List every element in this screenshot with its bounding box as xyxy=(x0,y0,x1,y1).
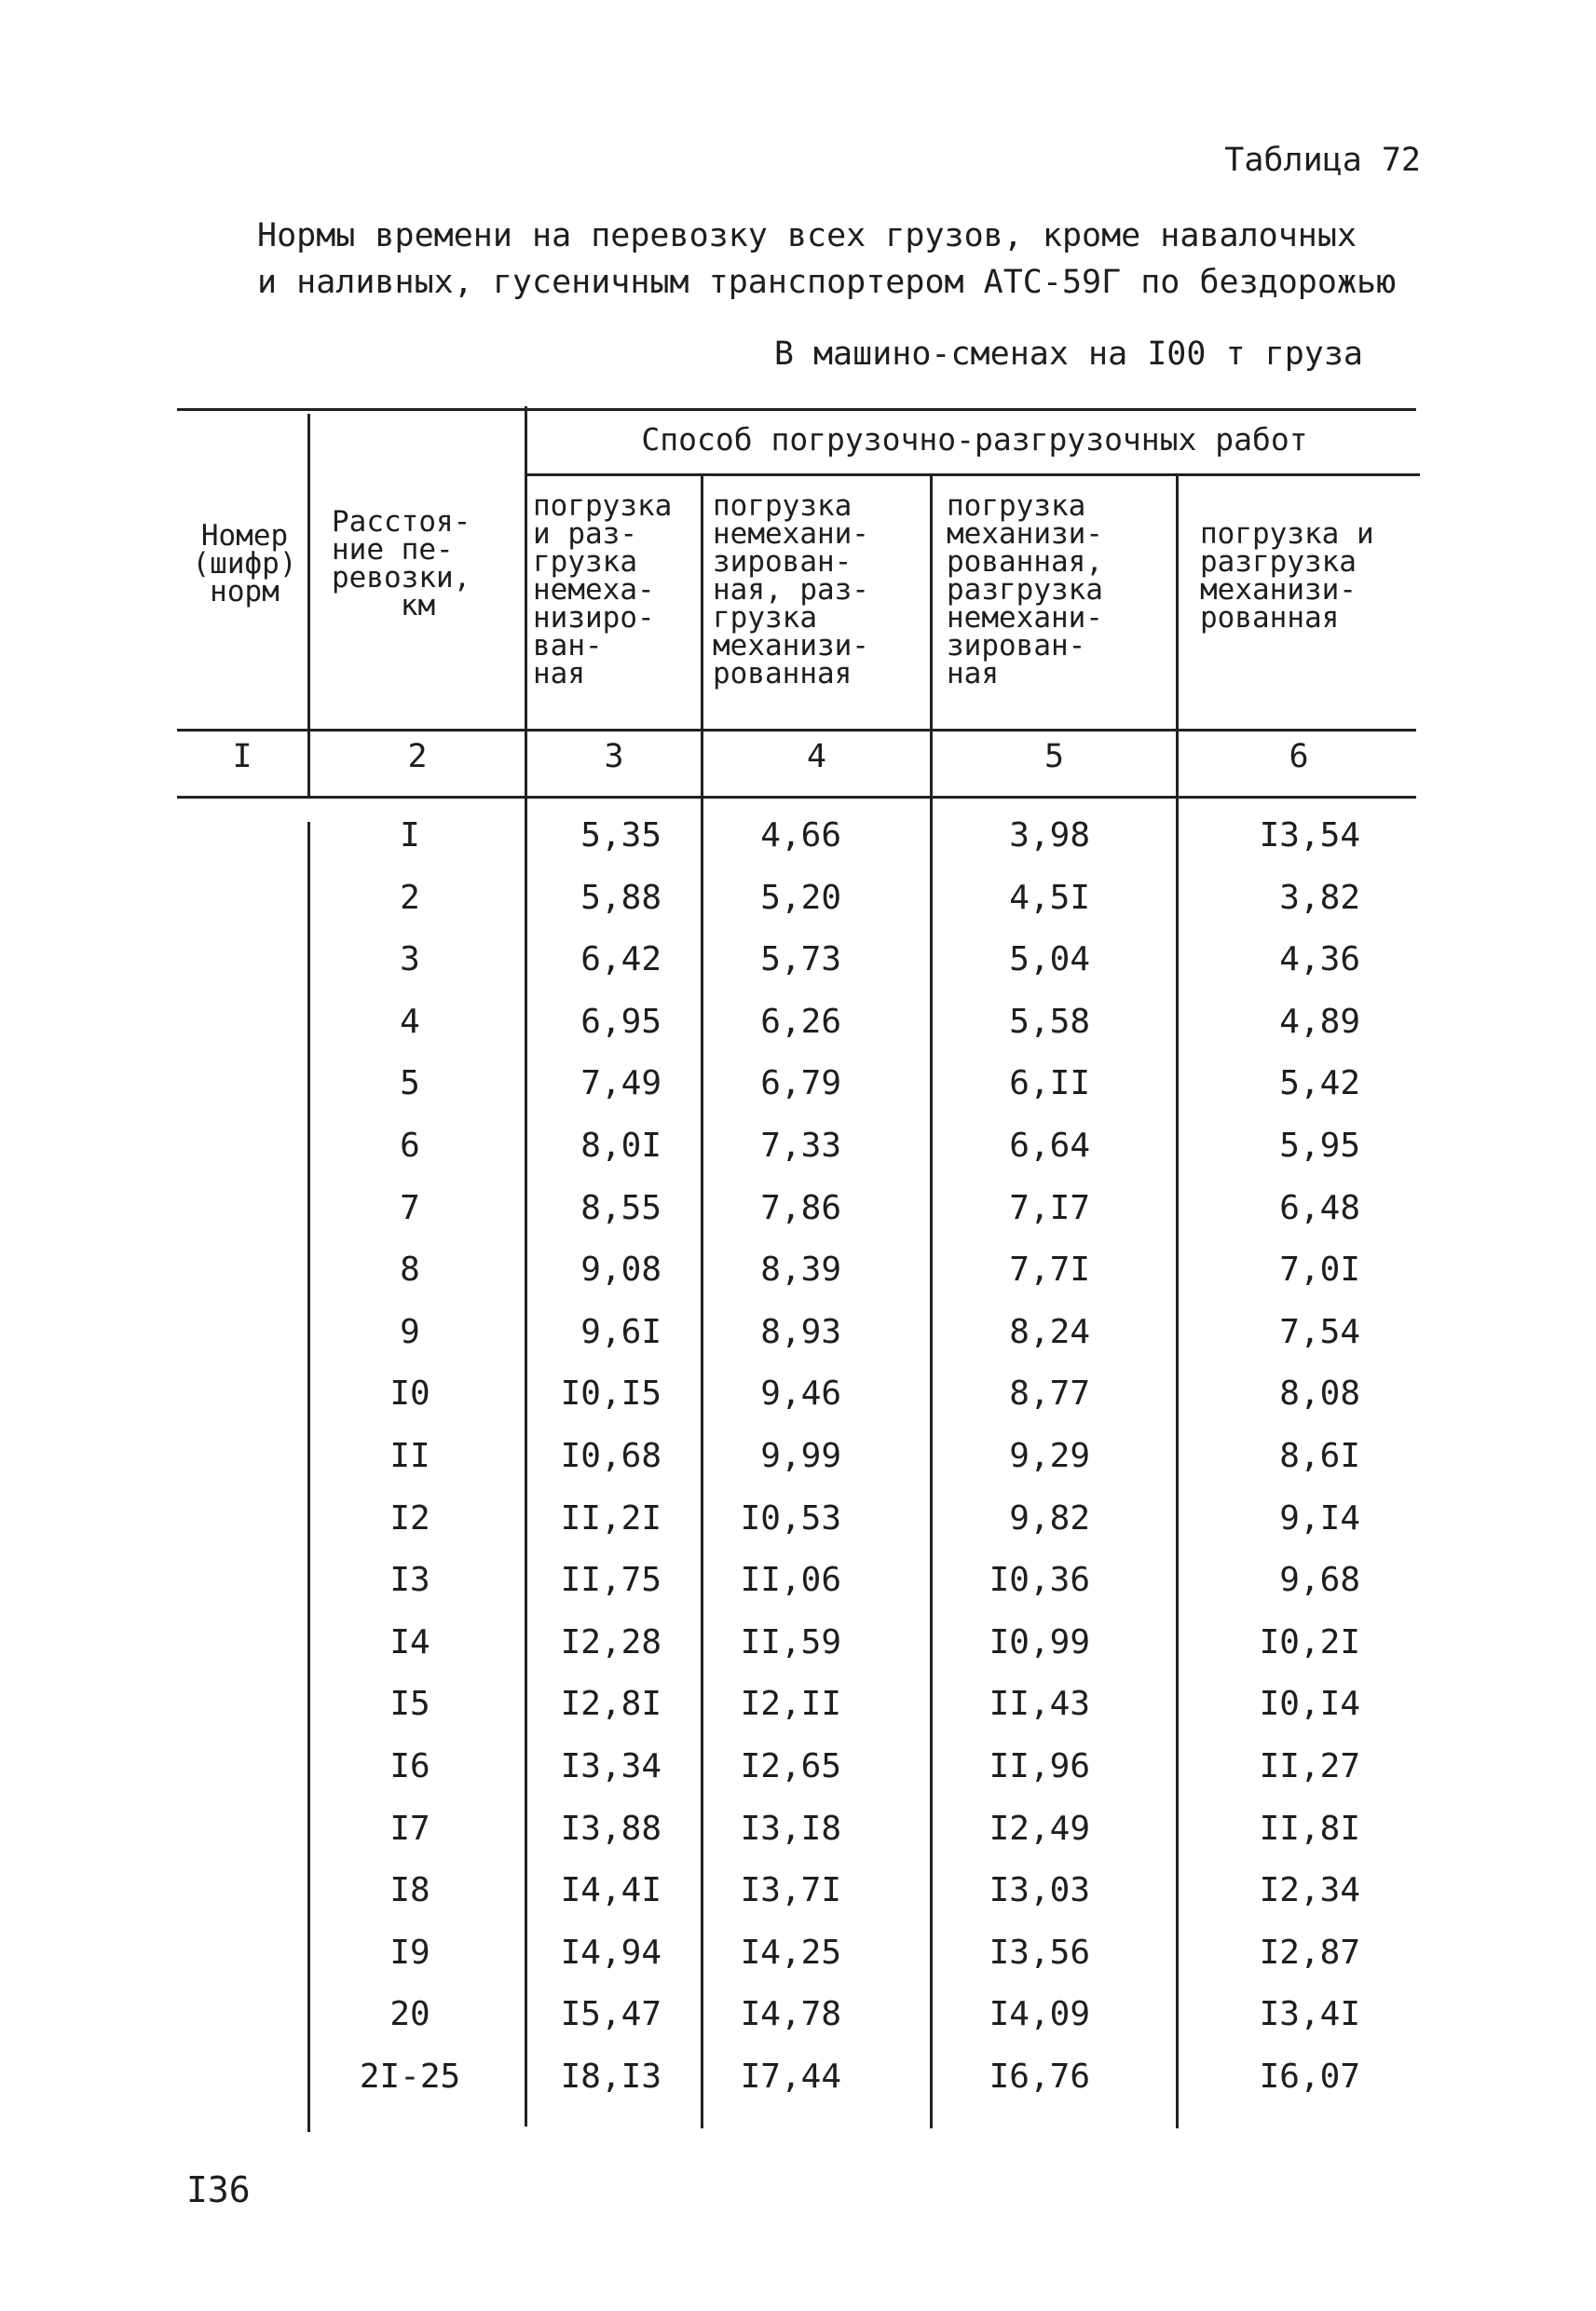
cell-col4: I3,I8 xyxy=(740,1810,841,1848)
distance-cell: I2 xyxy=(389,1499,430,1538)
cell-col4: 4,66 xyxy=(760,816,841,855)
header-distance: Расстоя- ние пе- ревозки, км xyxy=(332,505,471,622)
cell-col5: 6,II xyxy=(1009,1064,1090,1102)
cell-col3: 9,6I xyxy=(580,1313,662,1351)
cell-col5: I3,56 xyxy=(989,1934,1090,1972)
cell-col5: 7,7I xyxy=(1009,1251,1090,1289)
distance-cell: 6 xyxy=(400,1127,420,1165)
cell-col5: I3,03 xyxy=(989,1871,1090,1909)
cell-col4: I4,25 xyxy=(740,1934,841,1972)
cell-col5: 5,04 xyxy=(1009,940,1090,978)
cell-col6: 5,42 xyxy=(1279,1064,1360,1102)
cell-col5: 8,24 xyxy=(1009,1313,1090,1351)
cell-col5: 3,98 xyxy=(1009,816,1090,855)
column-number-2: 2 xyxy=(407,738,428,775)
group-header-rule xyxy=(525,473,1420,476)
cell-col6: I3,4I xyxy=(1259,1995,1360,2033)
cell-col5: I2,49 xyxy=(989,1810,1090,1848)
cell-col3: I0,I5 xyxy=(560,1374,662,1413)
cell-col6: 9,I4 xyxy=(1279,1499,1360,1538)
distance-cell: II xyxy=(389,1437,430,1475)
header-col6: погрузка и разгрузка механизи- рованная xyxy=(1200,517,1374,635)
header-method-group: Способ погрузочно-разгрузочных работ xyxy=(641,421,1308,458)
caption-line-2: и наливных, гусеничным транспортером АТС-59Г по бездорожью xyxy=(257,264,1397,301)
distance-cell: I5 xyxy=(389,1685,430,1723)
table-caption xyxy=(257,212,1396,306)
column-number-1: I xyxy=(232,738,252,775)
cell-col4: I2,65 xyxy=(740,1747,841,1785)
distance-cell: I0 xyxy=(389,1374,430,1413)
cell-col4: 7,33 xyxy=(760,1127,841,1165)
cell-col5: 4,5I xyxy=(1009,879,1090,917)
distance-cell: I6 xyxy=(389,1747,430,1785)
cell-col3: II,2I xyxy=(560,1499,662,1538)
cell-col5: I6,76 xyxy=(989,2058,1090,2096)
cell-col3: 6,95 xyxy=(580,1003,662,1041)
cell-col6: 4,36 xyxy=(1279,940,1360,978)
cell-col4: 6,79 xyxy=(760,1064,841,1102)
cell-col5: II,96 xyxy=(989,1747,1090,1785)
column-number-5: 5 xyxy=(1044,738,1065,775)
distance-cell: I9 xyxy=(389,1934,430,1972)
column-number-6: 6 xyxy=(1289,738,1309,775)
cell-col5: I0,99 xyxy=(989,1623,1090,1661)
cell-col6: II,8I xyxy=(1259,1810,1360,1848)
header-col5: погрузка механизи- рованная, разгрузка немехани- зирован- ная xyxy=(947,489,1103,691)
colnum-bottom-rule xyxy=(177,796,1416,799)
cell-col3: 8,55 xyxy=(580,1189,662,1227)
cell-col6: 9,68 xyxy=(1279,1561,1360,1599)
cell-col4: II,59 xyxy=(740,1623,841,1661)
cell-col6: I6,07 xyxy=(1259,2058,1360,2096)
cell-col6: 4,89 xyxy=(1279,1003,1360,1041)
distance-cell: I4 xyxy=(389,1623,430,1661)
distance-cell: 9 xyxy=(400,1313,420,1351)
distance-cell: 2 xyxy=(400,879,420,917)
cell-col3: I2,28 xyxy=(560,1623,662,1661)
cell-col3: I3,34 xyxy=(560,1747,662,1785)
distance-cell: 20 xyxy=(389,1995,430,2033)
cell-col3: II,75 xyxy=(560,1561,662,1599)
cell-col6: 5,95 xyxy=(1279,1127,1360,1165)
cell-col4: 5,73 xyxy=(760,940,841,978)
cell-col4: 8,93 xyxy=(760,1313,841,1351)
cell-col6: 8,6I xyxy=(1279,1437,1360,1475)
cell-col6: I3,54 xyxy=(1259,816,1360,855)
distance-cell: 8 xyxy=(400,1251,420,1289)
column-number-3: 3 xyxy=(604,738,624,775)
col-divider-5 xyxy=(1176,473,1179,2128)
cell-col4: I3,7I xyxy=(740,1871,841,1909)
cell-col3: 7,49 xyxy=(580,1064,662,1102)
cell-col3: 8,0I xyxy=(580,1127,662,1165)
cell-col3: I4,4I xyxy=(560,1871,662,1909)
header-col3: погрузка и раз- грузка немеха- низиро- ван- ная xyxy=(533,489,673,691)
table-top-rule xyxy=(177,408,1416,411)
cell-col4: 5,20 xyxy=(760,879,841,917)
cell-col4: I7,44 xyxy=(740,2058,841,2096)
cell-col4: I4,78 xyxy=(740,1995,841,2033)
distance-cell: I8 xyxy=(389,1871,430,1909)
cell-col3: 5,88 xyxy=(580,879,662,917)
cell-col3: I2,8I xyxy=(560,1685,662,1723)
cell-col3: 6,42 xyxy=(580,940,662,978)
cell-col5: I0,36 xyxy=(989,1561,1090,1599)
cell-col6: II,27 xyxy=(1259,1747,1360,1785)
cell-col6: I0,I4 xyxy=(1259,1685,1360,1723)
distance-cell: 2I-25 xyxy=(359,2058,461,2096)
cell-col5: 9,82 xyxy=(1009,1499,1090,1538)
units-note: В машино-сменах на I00 т груза xyxy=(773,335,1363,373)
cell-col4: II,06 xyxy=(740,1561,841,1599)
page-number: I36 xyxy=(186,2169,251,2210)
cell-col5: 9,29 xyxy=(1009,1437,1090,1475)
cell-col6: 8,08 xyxy=(1279,1374,1360,1413)
header-col4: погрузка немехани- зирован- ная, раз- грузка механизи- рованная xyxy=(713,489,869,691)
distance-cell: 7 xyxy=(400,1189,420,1227)
header-norm-number: Номер (шифр) норм xyxy=(192,519,297,609)
cell-col5: 8,77 xyxy=(1009,1374,1090,1413)
header-bottom-rule xyxy=(177,729,1416,732)
distance-cell: I xyxy=(400,816,420,855)
cell-col6: I2,34 xyxy=(1259,1871,1360,1909)
cell-col5: 7,I7 xyxy=(1009,1189,1090,1227)
cell-col4: 9,46 xyxy=(760,1374,841,1413)
distance-cell: 4 xyxy=(400,1003,420,1041)
cell-col4: I0,53 xyxy=(740,1499,841,1538)
distance-cell: I7 xyxy=(389,1810,430,1848)
cell-col3: I0,68 xyxy=(560,1437,662,1475)
cell-col6: 6,48 xyxy=(1279,1189,1360,1227)
cell-col5: I4,09 xyxy=(989,1995,1090,2033)
cell-col4: 8,39 xyxy=(760,1251,841,1289)
distance-cell: I3 xyxy=(389,1561,430,1599)
cell-col5: II,43 xyxy=(989,1685,1090,1723)
cell-col6: 3,82 xyxy=(1279,879,1360,917)
cell-col3: I3,88 xyxy=(560,1810,662,1848)
cell-col3: I4,94 xyxy=(560,1934,662,1972)
cell-col3: I8,I3 xyxy=(560,2058,662,2096)
cell-col5: 6,64 xyxy=(1009,1127,1090,1165)
cell-col3: 5,35 xyxy=(580,816,662,855)
cell-col5: 5,58 xyxy=(1009,1003,1090,1041)
distance-cell: 5 xyxy=(400,1064,420,1102)
cell-col6: 7,0I xyxy=(1279,1251,1360,1289)
cell-col6: I0,2I xyxy=(1259,1623,1360,1661)
caption-line-1: Нормы времени на перевозку всех грузов, кроме навалочных xyxy=(257,217,1357,254)
column-number-4: 4 xyxy=(806,738,827,775)
cell-col3: 9,08 xyxy=(580,1251,662,1289)
cell-col3: I5,47 xyxy=(560,1995,662,2033)
cell-col4: 7,86 xyxy=(760,1189,841,1227)
distance-cell: 3 xyxy=(400,940,420,978)
table-label: Таблица 72 xyxy=(1224,142,1421,179)
cell-col4: I2,II xyxy=(740,1685,841,1723)
cell-col4: 6,26 xyxy=(760,1003,841,1041)
cell-col6: I2,87 xyxy=(1259,1934,1360,1972)
cell-col6: 7,54 xyxy=(1279,1313,1360,1351)
cell-col4: 9,99 xyxy=(760,1437,841,1475)
